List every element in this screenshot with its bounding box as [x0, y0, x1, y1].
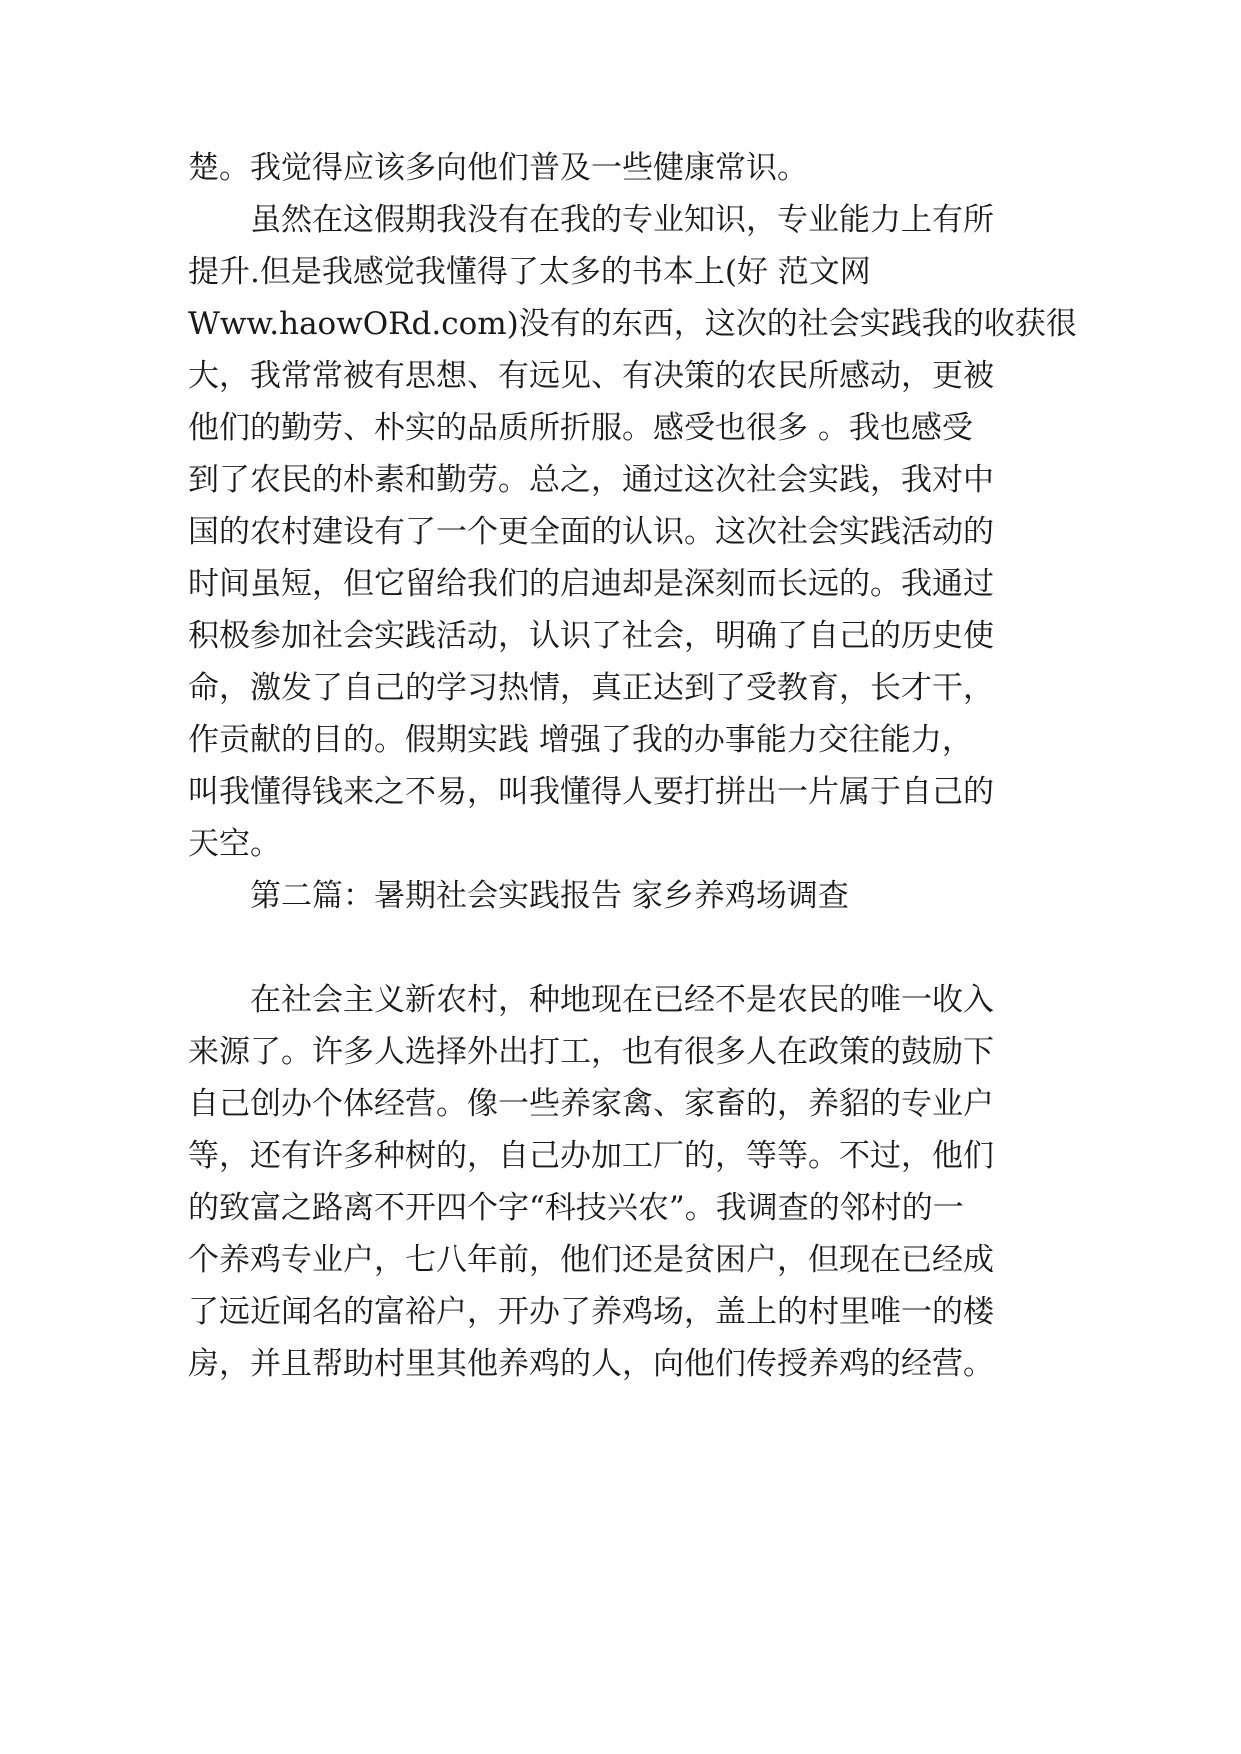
paragraph-line: 自己创办个体经营。像一些养家禽、家畜的，养貂的专业户: [188, 1086, 994, 1122]
paragraph-line: 房，并且帮助村里其他养鸡的人，向他们传授养鸡的经营。: [188, 1346, 994, 1382]
paragraph-line: 在社会主义新农村，种地现在已经不是农民的唯一收入: [250, 982, 994, 1018]
paragraph-line: 他们的勤劳、朴实的品质所折服。感受也很多 。我也感受: [188, 410, 973, 446]
paragraph-line: 个养鸡专业户，七八年前，他们还是贫困户，但现在已经成: [188, 1242, 994, 1278]
paragraph-line: 命，激发了自己的学习热情，真正达到了受教育，长才干，: [188, 670, 994, 706]
paragraph-line: 大，我常常被有思想、有远见、有决策的农民所感动，更被: [188, 358, 994, 394]
section-heading: 第二篇：暑期社会实践报告 家乡养鸡场调查: [250, 878, 849, 914]
paragraph-line: Www.haowORd.com)没有的东西，这次的社会实践我的收获很: [188, 306, 1077, 342]
paragraph-line: 的致富之路离不开四个字“科技兴农”。我调查的邻村的一: [188, 1190, 964, 1226]
paragraph-line: 虽然在这假期我没有在我的专业知识，专业能力上有所: [250, 202, 994, 238]
paragraph-line: 了远近闻名的富裕户，开办了养鸡场，盖上的村里唯一的楼: [188, 1294, 994, 1330]
paragraph-line: 天空。: [188, 826, 281, 862]
paragraph-line: 到了农民的朴素和勤劳。总之，通过这次社会实践，我对中: [188, 462, 994, 498]
paragraph-line: 时间虽短，但它留给我们的启迪却是深刻而长远的。我通过: [188, 566, 994, 602]
paragraph-line: 国的农村建设有了一个更全面的认识。这次社会实践活动的: [188, 514, 994, 550]
paragraph-line: 提升.但是我感觉我懂得了太多的书本上(好 范文网: [188, 254, 871, 290]
paragraph-line: 作贡献的目的。假期实践 增强了我的办事能力交往能力，: [188, 722, 973, 758]
paragraph-line: 楚。我觉得应该多向他们普及一些健康常识。: [188, 150, 808, 186]
paragraph-line: 等，还有许多种树的，自己办加工厂的，等等。不过，他们: [188, 1138, 994, 1174]
paragraph-line: 来源了。许多人选择外出打工，也有很多人在政策的鼓励下: [188, 1034, 994, 1070]
paragraph-line: 积极参加社会实践活动，认识了社会，明确了自己的历史使: [188, 618, 994, 654]
paragraph-line: 叫我懂得钱来之不易，叫我懂得人要打拼出一片属于自己的: [188, 774, 994, 810]
